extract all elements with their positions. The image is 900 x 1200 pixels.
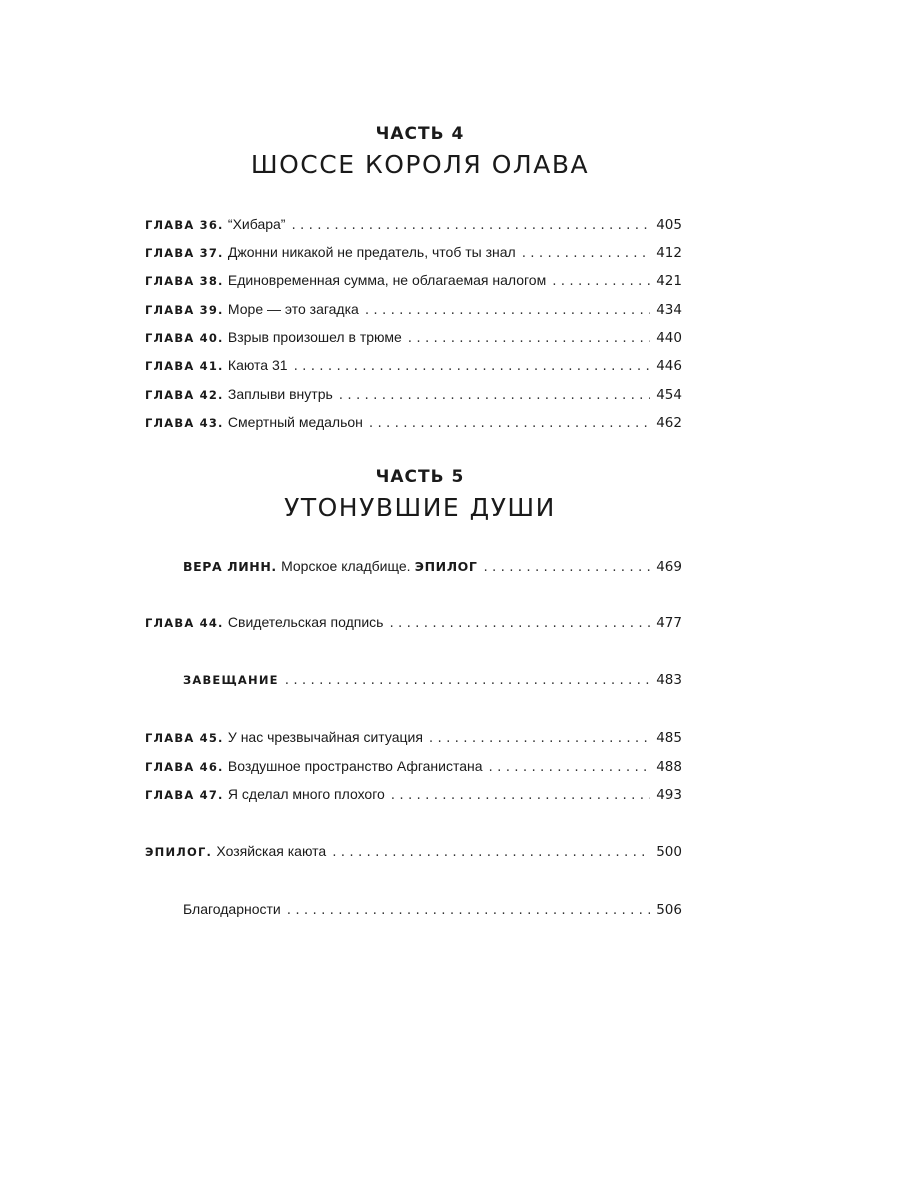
chapter-label: ГЛАВА 39. bbox=[145, 303, 224, 317]
toc-entry-ch37[interactable] bbox=[145, 242, 682, 262]
page-number: 412 bbox=[656, 245, 682, 261]
chapter-title: Свидетельская подпись bbox=[227, 614, 384, 630]
chapter-label: ГЛАВА 44. bbox=[145, 616, 224, 630]
toc-entry-ch39[interactable] bbox=[145, 299, 682, 319]
leader-dots bbox=[332, 842, 650, 862]
leader-dots bbox=[365, 300, 650, 320]
page-number: 485 bbox=[656, 730, 682, 746]
page-number: 434 bbox=[656, 302, 682, 318]
chapter-title: Море — это загадка bbox=[227, 301, 359, 317]
chapter-label: ГЛАВА 42. bbox=[145, 388, 224, 402]
chapter-title: Смертный медальон bbox=[227, 414, 363, 430]
toc-entry-ch38[interactable] bbox=[145, 270, 682, 290]
chapter-label: ГЛАВА 41. bbox=[145, 359, 224, 373]
chapter-label: ЭПИЛОГ. bbox=[145, 845, 213, 859]
chapter-title: Взрыв произошел в трюме bbox=[227, 329, 402, 345]
chapter-title: “Хибара” bbox=[227, 216, 286, 232]
chapter-title: Заплыви внутрь bbox=[227, 386, 333, 402]
leader-dots bbox=[552, 271, 650, 291]
chapter-title: Воздушное пространство Афганистана bbox=[227, 758, 483, 774]
chapter-label: ГЛАВА 40. bbox=[145, 331, 224, 345]
toc-entry-ch36[interactable] bbox=[145, 214, 682, 234]
toc-entry-ch43[interactable] bbox=[145, 412, 682, 432]
toc-entry-ch45[interactable] bbox=[145, 727, 682, 747]
page-number: 477 bbox=[656, 615, 682, 631]
leader-dots bbox=[408, 328, 650, 348]
leader-dots bbox=[339, 385, 650, 405]
leader-dots bbox=[287, 900, 650, 920]
page-number: 493 bbox=[656, 787, 682, 803]
leader-dots bbox=[389, 613, 650, 633]
leader-dots bbox=[483, 557, 650, 577]
part-5-title: УТОНУВШИЕ ДУШИ bbox=[284, 493, 556, 522]
leader-dots bbox=[429, 728, 650, 748]
toc-entry-acknowledgements[interactable] bbox=[183, 899, 682, 919]
page-number: 446 bbox=[656, 358, 682, 374]
chapter-title: Морское кладбище. bbox=[281, 558, 411, 574]
toc-entry-ch47[interactable] bbox=[145, 784, 682, 804]
leader-dots bbox=[369, 413, 650, 433]
chapter-title: Я сделал много плохого bbox=[227, 786, 385, 802]
page-number: 454 bbox=[656, 387, 682, 403]
page-number: 440 bbox=[656, 330, 682, 346]
page-number: 483 bbox=[656, 672, 682, 688]
toc-entry-ch44[interactable] bbox=[145, 612, 682, 632]
chapter-title: Единовременная сумма, не облагаемая налогом bbox=[227, 272, 547, 288]
chapter-label: ГЛАВА 46. bbox=[145, 760, 224, 774]
chapter-label: ГЛАВА 37. bbox=[145, 246, 224, 260]
toc-entry-ch40[interactable] bbox=[145, 327, 682, 347]
chapter-title: Благодарности bbox=[183, 901, 281, 917]
page-number: 469 bbox=[656, 559, 682, 575]
epilogue-suffix: ЭПИЛОГ bbox=[414, 559, 478, 574]
toc-entry-epilogue[interactable] bbox=[145, 841, 682, 861]
chapter-label: ЗАВЕЩАНИЕ bbox=[183, 673, 279, 687]
chapter-title: У нас чрезвычайная ситуация bbox=[227, 729, 423, 745]
page-number: 421 bbox=[656, 273, 682, 289]
toc-entry-ch42[interactable] bbox=[145, 384, 682, 404]
leader-dots bbox=[522, 243, 650, 263]
part-4-title: ШОССЕ КОРОЛЯ ОЛАВА bbox=[250, 150, 590, 179]
leader-dots bbox=[294, 356, 650, 376]
toc-entry-will[interactable] bbox=[183, 670, 682, 690]
toc-entry-vera-lynn[interactable] bbox=[183, 556, 682, 576]
page-number: 506 bbox=[656, 902, 682, 918]
toc-entry-ch46[interactable] bbox=[145, 756, 682, 776]
toc-entry-ch41[interactable] bbox=[145, 355, 682, 375]
chapter-label: ГЛАВА 36. bbox=[145, 218, 224, 232]
chapter-title: Каюта 31 bbox=[227, 357, 288, 373]
part-4-label: ЧАСТЬ 4 bbox=[375, 124, 465, 144]
page-number: 405 bbox=[656, 217, 682, 233]
chapter-title: Хозяйская каюта bbox=[216, 843, 327, 859]
chapter-label: ГЛАВА 43. bbox=[145, 416, 224, 430]
chapter-label: ГЛАВА 38. bbox=[145, 274, 224, 288]
page-number: 488 bbox=[656, 759, 682, 775]
chapter-title: Джонни никакой не предатель, чтоб ты знал bbox=[227, 244, 516, 260]
chapter-label: ВЕРА ЛИНН. bbox=[183, 559, 277, 574]
chapter-label: ГЛАВА 47. bbox=[145, 788, 224, 802]
leader-dots bbox=[291, 215, 650, 235]
leader-dots bbox=[285, 670, 650, 690]
leader-dots bbox=[391, 785, 650, 805]
part-5-label: ЧАСТЬ 5 bbox=[375, 467, 465, 487]
leader-dots bbox=[489, 757, 650, 777]
page-number: 500 bbox=[656, 844, 682, 860]
page-number: 462 bbox=[656, 415, 682, 431]
chapter-label: ГЛАВА 45. bbox=[145, 731, 224, 745]
